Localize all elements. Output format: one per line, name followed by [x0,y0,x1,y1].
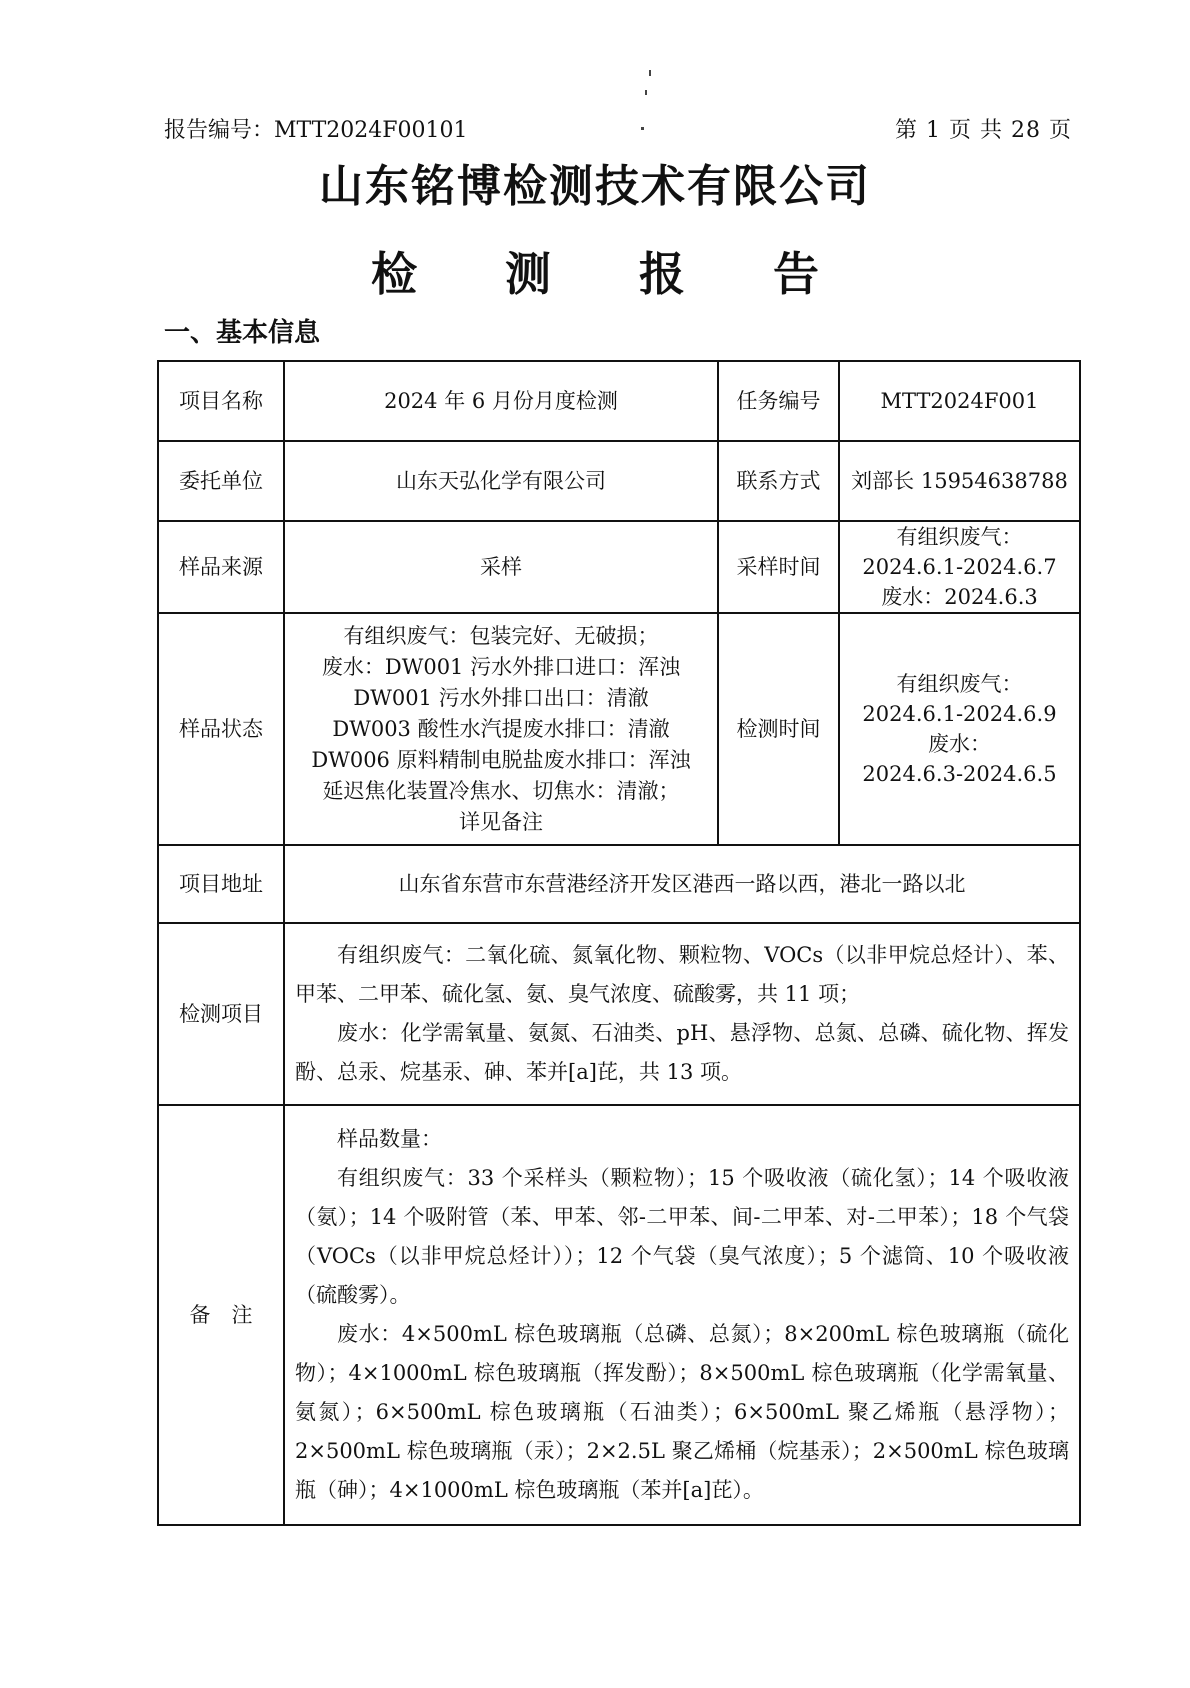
test-items-water: 废水：化学需氧量、氨氮、石油类、pH、悬浮物、总氮、总磷、硫化物、挥发酚、总汞、烷基汞、砷、苯并[a]芘，共 13 项。 [295,1021,1069,1084]
sample-state-line: DW003 酸性水汽提废水排口：清澈 [332,716,670,741]
scan-mark [645,90,647,95]
task-no-label: 任务编号 [718,361,839,441]
sampling-time-value [839,521,1080,613]
sampling-time-line: 2024.6.1-2024.6.7 [862,555,1057,579]
sample-state-line: DW001 污水外排口出口：清澈 [353,685,649,710]
notes-value [284,1105,1080,1525]
sampling-time-line: 有组织废气： [896,525,1023,549]
test-items-label: 检测项目 [158,923,284,1105]
company-name: 山东铭博检测技术有限公司 [319,161,871,212]
sample-state-value [284,613,718,845]
basic-info-table [157,360,1081,1526]
contact-value: 刘部长 15954638788 [839,441,1080,521]
test-time-line: 有组织废气： [896,672,1023,696]
page-indicator: 第 1 页 共 28 页 [895,118,1072,143]
sample-state-line: DW006 原料精制电脱盐废水排口：浑浊 [311,747,691,772]
notes-heading: 样品数量： [337,1127,442,1151]
client-value: 山东天弘化学有限公司 [284,441,718,521]
table-row [158,1105,1080,1525]
sample-source-value: 采样 [284,521,718,613]
table-row [158,613,1080,845]
table-row [158,441,1080,521]
test-time-value [839,613,1080,845]
project-address-value: 山东省东营市东营港经济开发区港西一路以西，港北一路以北 [284,845,1080,923]
report-number: 报告编号：MTT2024F00101 [164,118,468,143]
scan-mark [649,70,651,76]
client-label: 委托单位 [158,441,284,521]
sample-state-line: 详见备注 [459,809,543,834]
sampling-time-label: 采样时间 [718,521,839,613]
sample-source-label: 样品来源 [158,521,284,613]
table-row [158,361,1080,441]
project-name-value: 2024 年 6 月份月度检测 [284,361,718,441]
project-address-label: 项目地址 [158,845,284,923]
report-title: 检 测 报 告 [370,247,856,301]
test-time-line: 废水： [928,732,991,756]
sample-state-line: 废水：DW001 污水外排口进口：浑浊 [321,654,681,679]
test-items-gas: 有组织废气：二氧化硫、氮氧化物、颗粒物、VOCs（以非甲烷总烃计）、苯、甲苯、二甲苯、硫化氢、氨、臭气浓度、硫酸雾，共 11 项； [295,943,1069,1006]
table-row [158,923,1080,1105]
test-items-value [284,923,1080,1105]
notes-gas: 有组织废气：33 个采样头（颗粒物）；15 个吸收液（硫化氢）；14 个吸收液（氨）；14 个吸附管（苯、甲苯、邻-二甲苯、间-二甲苯、对-二甲苯）；18 个气袋（VOCs（以非甲烷总烃计））；12 个气袋（臭气浓度）；5 个滤筒、10 个吸收液（硫酸雾）。 [295,1166,1069,1307]
report-header [164,113,1072,147]
table-row [158,521,1080,613]
table-row [158,845,1080,923]
project-name-label: 项目名称 [158,361,284,441]
notes-label: 备 注 [158,1105,284,1525]
test-time-line: 2024.6.1-2024.6.9 [862,702,1057,726]
sample-state-label: 样品状态 [158,613,284,845]
notes-water: 废水：4×500mL 棕色玻璃瓶（总磷、总氮）；8×200mL 棕色玻璃瓶（硫化物）；4×1000mL 棕色玻璃瓶（挥发酚）；8×500mL 棕色玻璃瓶（化学需氧量、氨氮）；6×500mL 棕色玻璃瓶（石油类）；6×500mL 聚乙烯瓶（悬浮物）；2×500mL 棕色玻璃瓶（汞）；2×2.5L 聚乙烯桶（烷基汞）；2×500mL 棕色玻璃瓶（砷）；4×1000mL 棕色玻璃瓶（苯并[a]芘）。 [295,1322,1069,1502]
task-no-value: MTT2024F001 [839,361,1080,441]
section-heading: 一、基本信息 [164,318,321,348]
sample-state-line: 延迟焦化装置冷焦水、切焦水：清澈； [322,778,680,803]
sample-state-line: 有组织废气：包装完好、无破损； [343,623,659,648]
test-time-label: 检测时间 [718,613,839,845]
sampling-time-line: 废水：2024.6.3 [881,585,1038,609]
test-time-line: 2024.6.3-2024.6.5 [862,762,1057,786]
contact-label: 联系方式 [718,441,839,521]
